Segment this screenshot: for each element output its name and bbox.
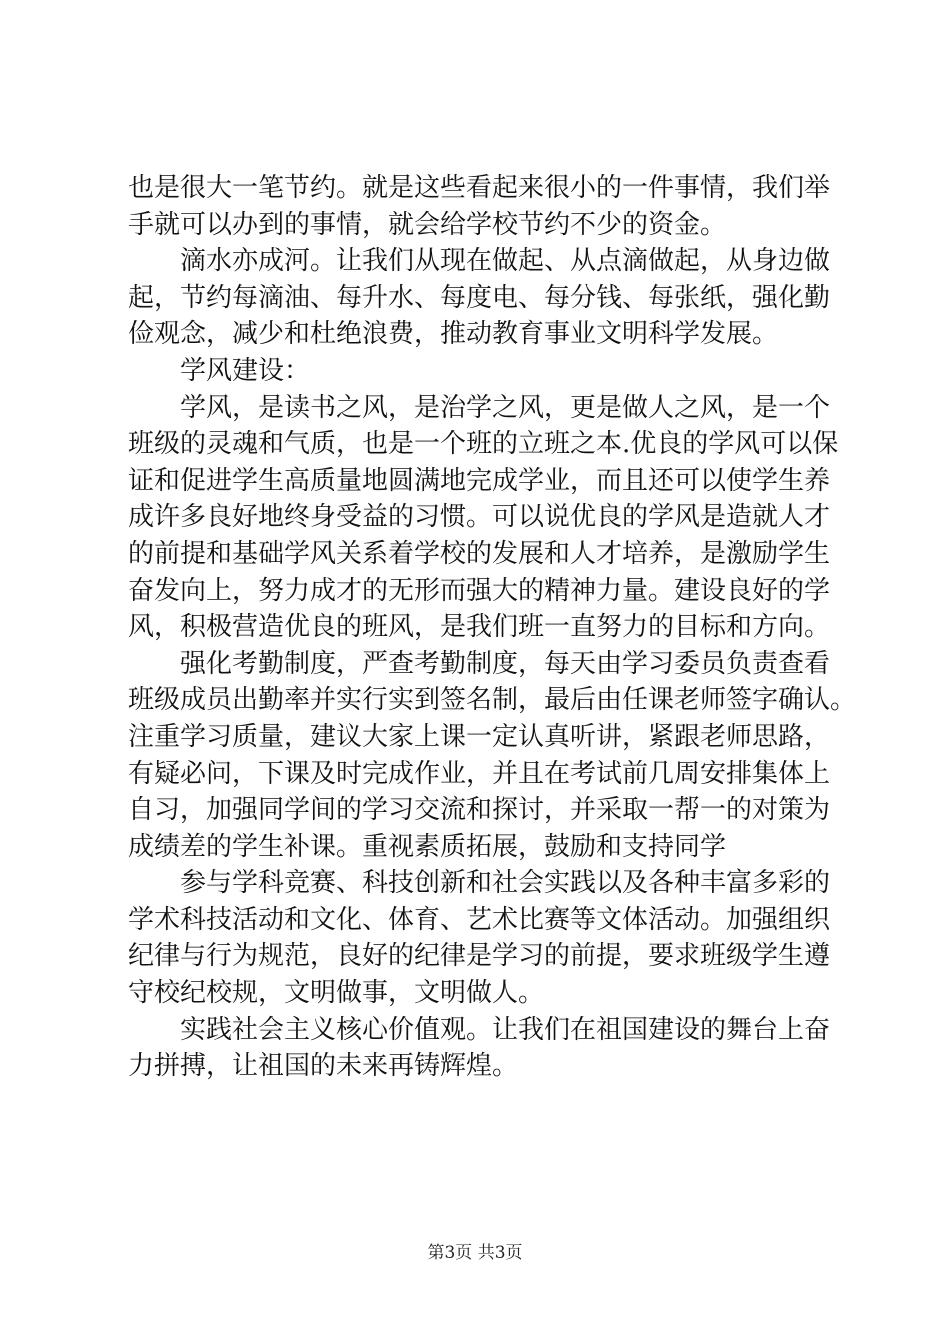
text-line: 注重学习质量，建议大家上课一定认真听讲，紧跟老师思路， xyxy=(128,721,831,752)
paragraph-start-line: 实践社会主义核心价值观。让我们在祖国建设的舞台上奋 xyxy=(180,1014,831,1045)
text-line: 有疑必问，下课及时完成作业，并且在考试前几周安排集体上 xyxy=(128,758,831,789)
text-line: 的前提和基础学风关系着学校的发展和人才培养，是激励学生 xyxy=(128,538,831,569)
section-heading: 学风建设： xyxy=(180,355,311,386)
text-line: 学术科技活动和文化、体育、艺术比赛等文体活动。加强组织 xyxy=(128,904,831,935)
paragraph-start-line: 参与学科竞赛、科技创新和社会实践以及各种丰富多彩的 xyxy=(180,868,831,899)
paragraph-start-line: 滴水亦成河。让我们从现在做起、从点滴做起，从身边做 xyxy=(180,246,831,277)
body-text xyxy=(128,170,857,1085)
text-line: 自习，加强同学间的学习交流和探讨，并采取一帮一的对策为 xyxy=(128,795,831,826)
text-line: 俭观念，减少和杜绝浪费，推动教育事业文明科学发展。 xyxy=(128,319,779,350)
text-line: 纪律与行为规范，良好的纪律是学习的前提，要求班级学生遵 xyxy=(128,941,831,972)
page-number-footer: 第3页 共3页 xyxy=(427,1243,523,1263)
text-line: 证和促进学生高质量地圆满地完成学业，而且还可以使学生养 xyxy=(128,465,831,496)
text-line: 成绩差的学生补课。重视素质拓展，鼓励和支持同学 xyxy=(128,831,727,862)
text-line: 手就可以办到的事情，就会给学校节约不少的资金。 xyxy=(128,209,727,240)
text-line: 守校纪校规，文明做事，文明做人。 xyxy=(128,978,545,1009)
text-line: 起，节约每滴油、每升水、每度电、每分钱、每张纸，强化勤 xyxy=(128,282,831,313)
text-line: 班级成员出勤率并实行实到签名制，最后由任课老师签字确认。 xyxy=(128,685,857,716)
text-line: 力拼搏，让祖国的未来再铸辉煌。 xyxy=(128,1051,519,1082)
paragraph-start-line: 学风，是读书之风，是治学之风，更是做人之风，是一个 xyxy=(180,392,831,423)
text-line: 成许多良好地终身受益的习惯。可以说优良的学风是造就人才 xyxy=(128,502,831,533)
text-line: 奋发向上，努力成才的无形而强大的精神力量。建设良好的学 xyxy=(128,575,831,606)
text-line: 风，积极营造优良的班风，是我们班一直努力的目标和方向。 xyxy=(128,612,831,643)
text-line: 班级的灵魂和气质，也是一个班的立班之本.优良的学风可以保 xyxy=(128,429,839,460)
paragraph-start-line: 强化考勤制度，严查考勤制度，每天由学习委员负责查看 xyxy=(180,648,831,679)
text-line: 也是很大一笔节约。就是这些看起来很小的一件事情，我们举 xyxy=(128,173,831,203)
